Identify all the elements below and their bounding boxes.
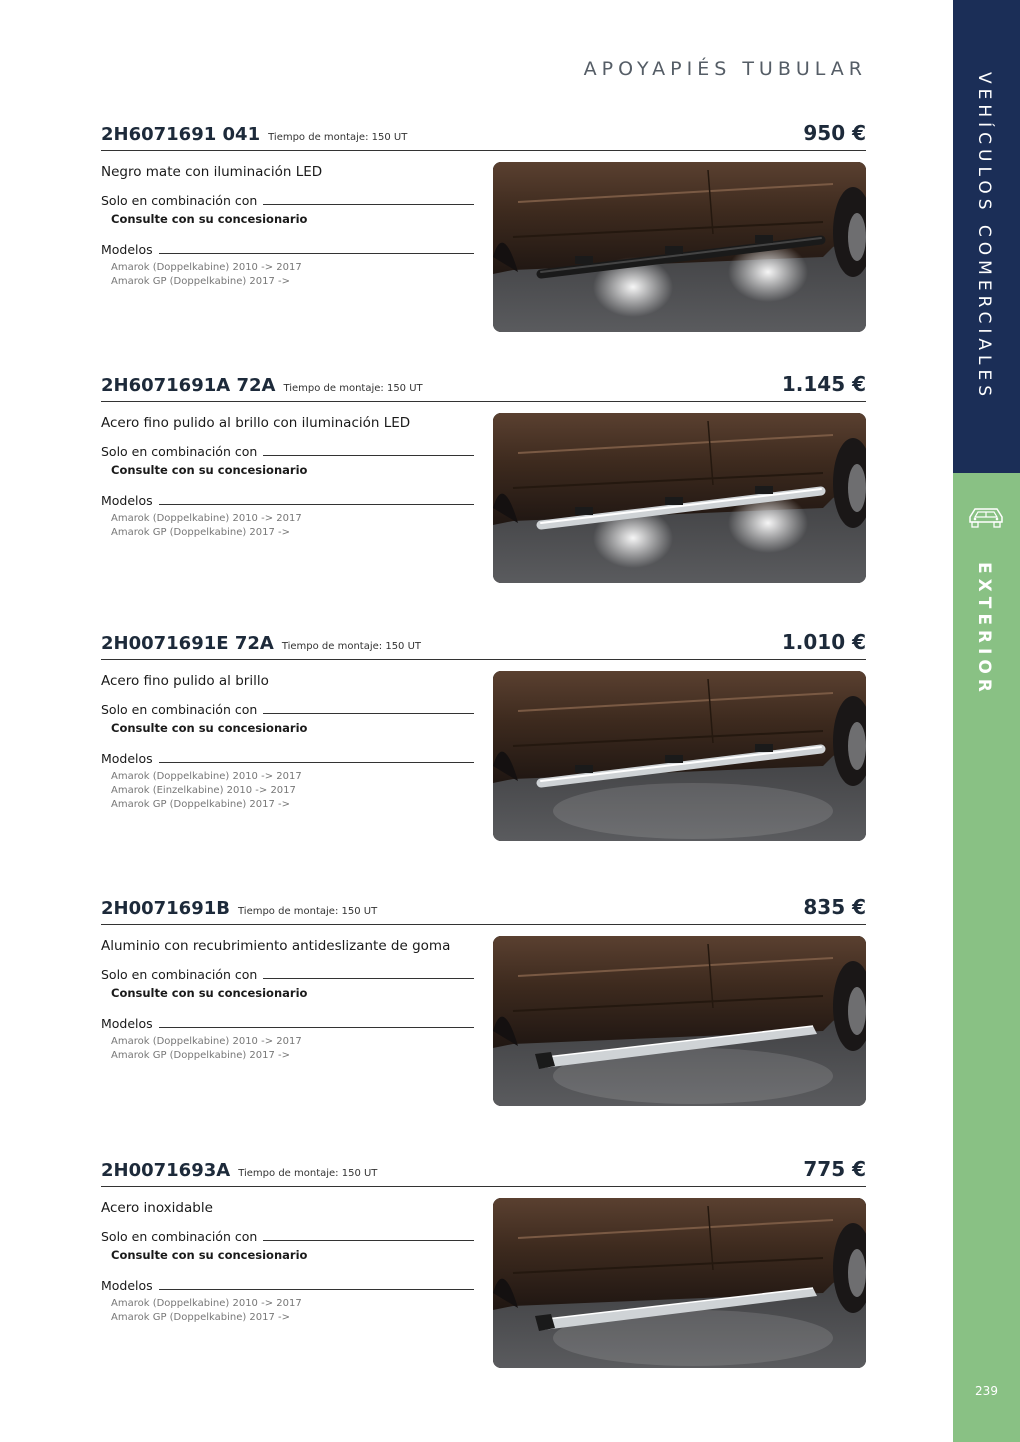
- product-image: [493, 162, 866, 332]
- combination-row: [101, 193, 474, 208]
- product-header: [101, 629, 866, 660]
- page-title: APOYAPIÉS TUBULAR: [583, 58, 867, 80]
- combination-row: [101, 1229, 474, 1244]
- model-item: Amarok GP (Doppelkabine) 2017 ->: [111, 1312, 291, 1323]
- models-row: [101, 751, 474, 766]
- model-list: [111, 261, 302, 289]
- product-header: [101, 371, 866, 402]
- combination-label: Solo en combinación con: [101, 1229, 258, 1244]
- mount-time: Tiempo de montaje: 150 UT: [268, 132, 408, 143]
- product-item: [101, 894, 866, 1119]
- product-description: Negro mate con iluminación LED: [101, 164, 323, 180]
- divider-line: [263, 1240, 474, 1241]
- car-icon: [966, 502, 1006, 532]
- product-code: 2H0071691B Tiempo de montaje: 150 UT: [101, 898, 378, 919]
- product-description: Acero fino pulido al brillo con iluminación LED: [101, 415, 411, 431]
- product-code: 2H0071691E 72A Tiempo de montaje: 150 UT: [101, 633, 422, 654]
- models-row: [101, 1278, 474, 1293]
- models-label: Modelos: [101, 751, 153, 766]
- product-header: [101, 1156, 866, 1187]
- dealer-note: Consulte con su concesionario: [111, 212, 308, 226]
- models-label: Modelos: [101, 493, 153, 508]
- product-item: [101, 371, 866, 596]
- combination-label: Solo en combinación con: [101, 444, 258, 459]
- product-price: 950 €: [803, 121, 866, 145]
- product-price: 1.145 €: [781, 372, 866, 396]
- models-row: [101, 493, 474, 508]
- product-description: Aluminio con recubrimiento antideslizante de goma: [101, 938, 451, 954]
- dealer-note: Consulte con su concesionario: [111, 1248, 308, 1262]
- product-description: Acero inoxidable: [101, 1200, 213, 1216]
- product-header: [101, 894, 866, 925]
- product-item: [101, 629, 866, 854]
- combination-label: Solo en combinación con: [101, 967, 258, 982]
- model-item: Amarok (Doppelkabine) 2010 -> 2017: [111, 513, 302, 524]
- product-code: 2H6071691 041 Tiempo de montaje: 150 UT: [101, 124, 408, 145]
- page-number: 239: [975, 1384, 998, 1398]
- product-header: [101, 120, 866, 151]
- model-list: [111, 1297, 302, 1325]
- divider-line: [263, 455, 474, 456]
- product-code: 2H6071691A 72A Tiempo de montaje: 150 UT: [101, 375, 423, 396]
- combination-label: Solo en combinación con: [101, 193, 258, 208]
- sidebar-section-label: VEHÍCULOS COMERCIALES: [974, 72, 994, 402]
- model-item: Amarok GP (Doppelkabine) 2017 ->: [111, 799, 291, 810]
- divider-line: [263, 978, 474, 979]
- dealer-note: Consulte con su concesionario: [111, 721, 308, 735]
- model-item: Amarok GP (Doppelkabine) 2017 ->: [111, 1050, 291, 1061]
- mount-time: Tiempo de montaje: 150 UT: [238, 1168, 378, 1179]
- divider-line: [263, 713, 474, 714]
- sidebar-category-label: EXTERIOR: [974, 562, 994, 697]
- models-label: Modelos: [101, 1016, 153, 1031]
- model-list: [111, 512, 302, 540]
- mount-time: Tiempo de montaje: 150 UT: [283, 383, 423, 394]
- dealer-note: Consulte con su concesionario: [111, 463, 308, 477]
- models-label: Modelos: [101, 1278, 153, 1293]
- product-code: 2H0071693A Tiempo de montaje: 150 UT: [101, 1160, 378, 1181]
- models-label: Modelos: [101, 242, 153, 257]
- model-item: Amarok (Doppelkabine) 2010 -> 2017: [111, 1298, 302, 1309]
- model-item: Amarok GP (Doppelkabine) 2017 ->: [111, 527, 291, 538]
- models-row: [101, 1016, 474, 1031]
- model-list: [111, 770, 302, 812]
- product-item: [101, 1156, 866, 1381]
- product-price: 835 €: [803, 895, 866, 919]
- model-item: Amarok (Doppelkabine) 2010 -> 2017: [111, 771, 302, 782]
- divider-line: [159, 253, 474, 254]
- models-row: [101, 242, 474, 257]
- product-image: [493, 1198, 866, 1368]
- combination-row: [101, 702, 474, 717]
- model-item: Amarok GP (Doppelkabine) 2017 ->: [111, 276, 291, 287]
- mount-time: Tiempo de montaje: 150 UT: [237, 906, 378, 917]
- dealer-note: Consulte con su concesionario: [111, 986, 308, 1000]
- product-description: Acero fino pulido al brillo: [101, 673, 269, 689]
- divider-line: [159, 762, 474, 763]
- product-image: [493, 413, 866, 583]
- combination-row: [101, 444, 474, 459]
- product-image: [493, 936, 866, 1106]
- product-item: [101, 120, 866, 345]
- combination-row: [101, 967, 474, 982]
- divider-line: [159, 1289, 474, 1290]
- divider-line: [263, 204, 474, 205]
- mount-time: Tiempo de montaje: 150 UT: [281, 641, 422, 652]
- model-item: Amarok (Doppelkabine) 2010 -> 2017: [111, 1036, 302, 1047]
- combination-label: Solo en combinación con: [101, 702, 258, 717]
- divider-line: [159, 1027, 474, 1028]
- product-price: 1.010 €: [781, 630, 866, 654]
- product-image: [493, 671, 866, 841]
- model-item: Amarok (Doppelkabine) 2010 -> 2017: [111, 262, 302, 273]
- model-list: [111, 1035, 302, 1063]
- divider-line: [159, 504, 474, 505]
- model-item: Amarok (Einzelkabine) 2010 -> 2017: [111, 785, 296, 796]
- product-price: 775 €: [803, 1157, 866, 1181]
